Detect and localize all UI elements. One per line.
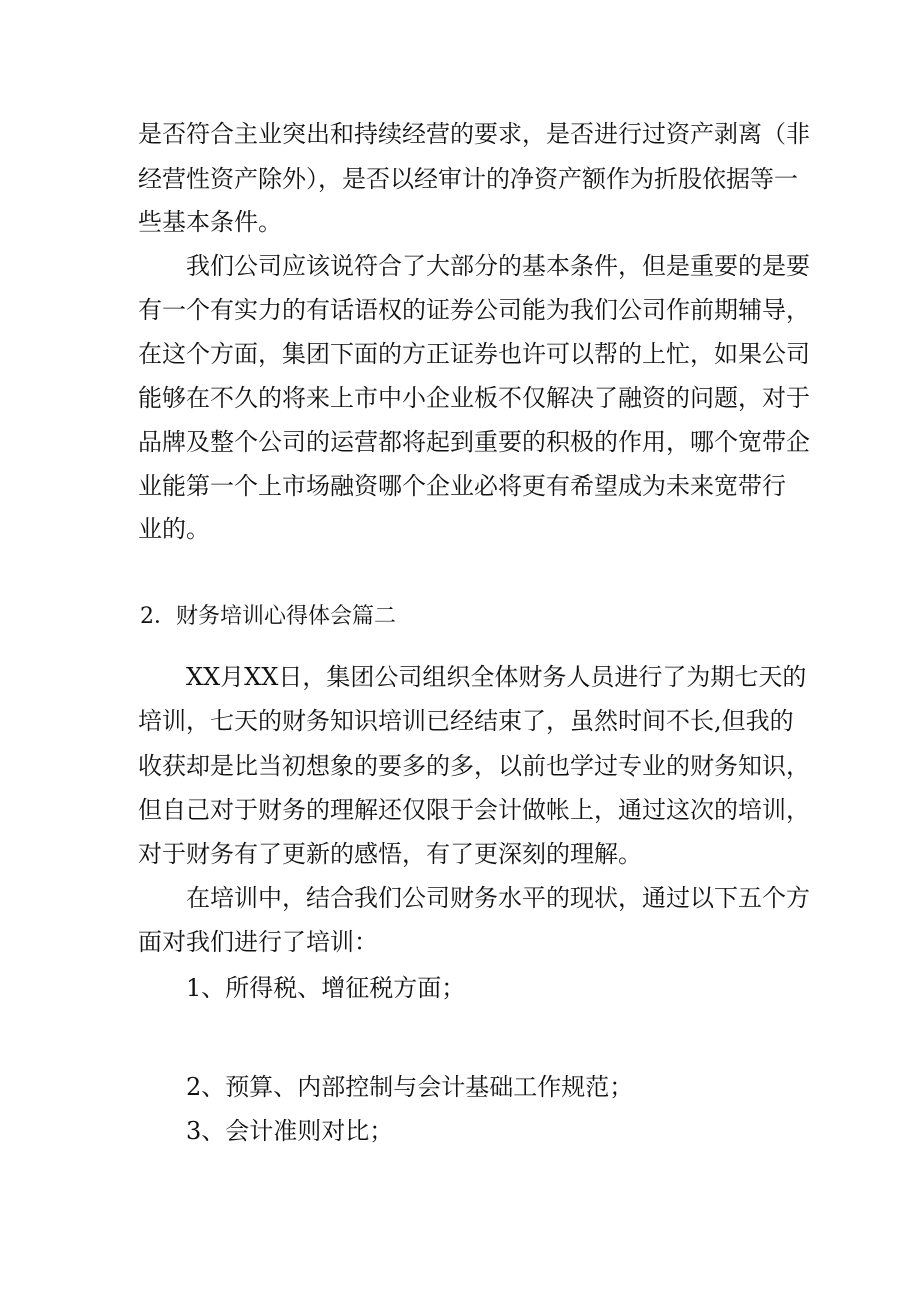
paragraph-4-line-1: 在培训中，结合我们公司财务水平的现状，通过以下五个方 — [186, 884, 810, 912]
paragraph-2-line-5: 品牌及整个公司的运营都将起到重要的积极的作用，哪个宽带企 — [138, 428, 810, 456]
section-heading: 2．财务培训心得体会篇二 — [140, 604, 396, 629]
list-item-1: 1、所得税、增征税方面； — [186, 974, 466, 1002]
list-item-3: 3、会计准则对比； — [186, 1117, 394, 1145]
paragraph-4-line-2: 面对我们进行了培训： — [138, 928, 378, 956]
paragraph-3-line-5: 对于财务有了更新的感悟，有了更深刻的理解。 — [138, 840, 642, 868]
paragraph-1-line-2: 经营性资产除外），是否以经审计的净资产额作为折股依据等一 — [138, 165, 798, 193]
paragraph-2-line-1: 我们公司应该说符合了大部分的基本条件，但是重要的是要 — [186, 252, 810, 280]
paragraph-3-line-1: XX月XX日，集团公司组织全体财务人员进行了为期七天的 — [186, 663, 807, 691]
paragraph-1-line-3: 些基本条件。 — [138, 208, 282, 236]
paragraph-2-line-3: 在这个方面，集团下面的方正证券也许可以帮的上忙，如果公司 — [138, 340, 810, 368]
paragraph-2-line-6: 业能第一个上市场融资哪个企业必将更有希望成为未来宽带行 — [138, 472, 786, 500]
paragraph-3-line-3: 收获却是比当初想象的要多的多，以前也学过专业的财务知识， — [138, 752, 810, 780]
paragraph-3-line-4: 但自己对于财务的理解还仅限于会计做帐上，通过这次的培训， — [138, 796, 810, 824]
paragraph-2-line-7: 业的。 — [138, 515, 210, 543]
paragraph-2-line-4: 能够在不久的将来上市中小企业板不仅解决了融资的问题，对于 — [138, 384, 810, 412]
paragraph-1-line-1: 是否符合主业突出和持续经营的要求，是否进行过资产剥离（非 — [138, 120, 810, 148]
list-item-2: 2、预算、内部控制与会计基础工作规范； — [186, 1073, 634, 1101]
paragraph-3-line-2: 培训，七天的财务知识培训已经结束了，虽然时间不长,但我的 — [138, 707, 794, 735]
paragraph-2-line-2: 有一个有实力的有话语权的证券公司能为我们公司作前期辅导， — [138, 296, 810, 324]
